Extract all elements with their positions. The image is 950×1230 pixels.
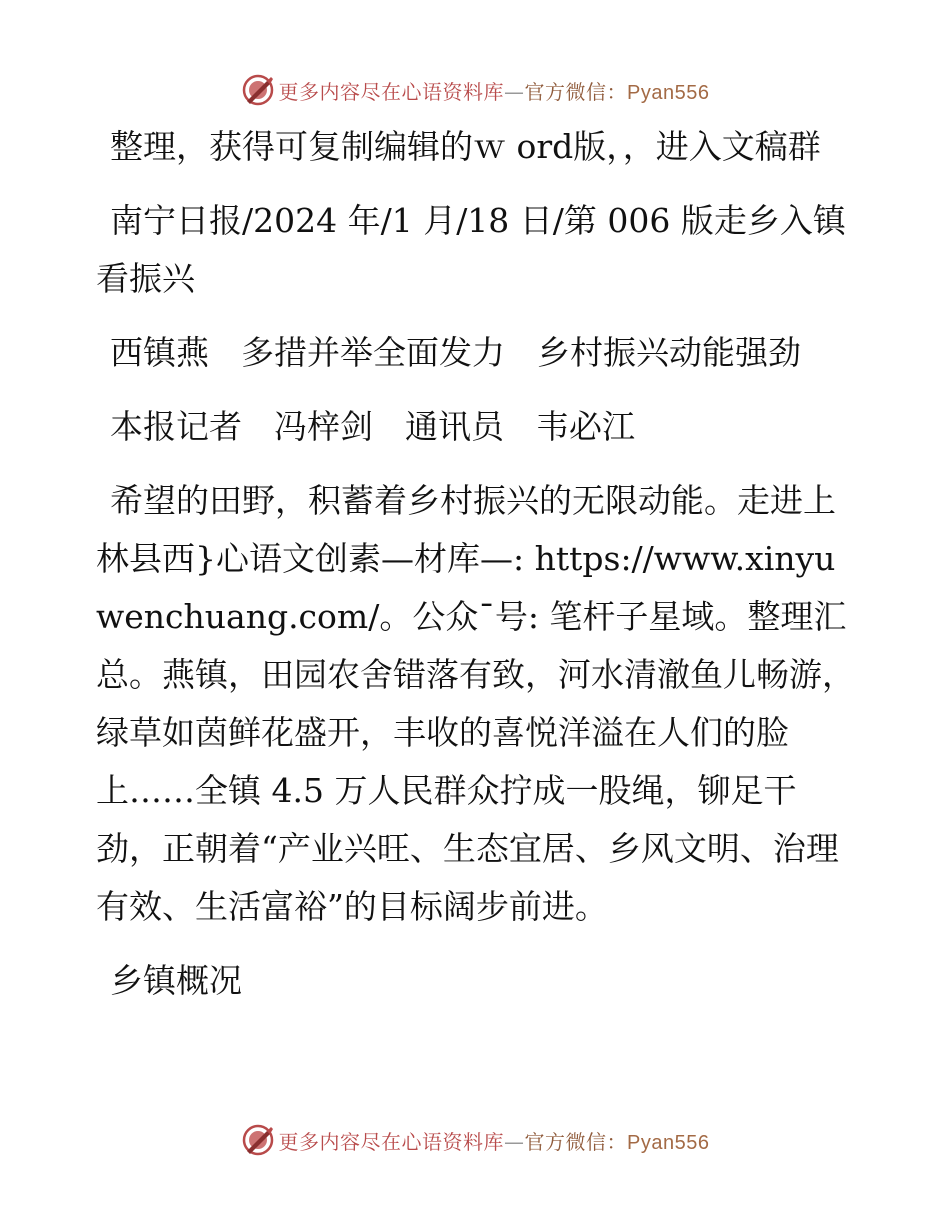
paragraph-text: 乡镇概况: [110, 961, 242, 1000]
wechat-id: Pyan556: [627, 1131, 710, 1154]
paragraph-text: 希望的田野，积蓄着乡村振兴的无限动能。走进上林县西}心语文创素—材库—: https://www.xinyuwenchuang.com/。公众¯号: 笔杆子星域。整理汇总。燕镇，田园农舍错落有致，河水清澈鱼儿畅游，绿草如茵鲜花盛开，丰收的喜悦洋溢在人们的脸上……全镇 4.5 万人民群众拧成一股绳，铆足干劲，正朝着“产业兴旺、生态宜居、乡风文明、治理有效、生活富裕”的目标阔步前进。: [96, 481, 855, 926]
pen-circle-icon: [241, 1123, 275, 1157]
watermark-inner: [241, 1123, 710, 1157]
document-body: [96, 118, 856, 1026]
title-part: 乡村振兴动能强劲: [537, 333, 801, 372]
brand-text: 更多内容尽在心语资料库: [278, 79, 505, 104]
pen-circle-icon: [241, 73, 275, 107]
paragraph-source-line: [96, 192, 856, 308]
header-watermark-banner: [0, 70, 950, 110]
byline-part: 本报记者: [110, 407, 242, 446]
wechat-id: Pyan556: [627, 81, 710, 104]
wechat-label: 官方微信：: [524, 79, 628, 104]
byline-part: 通讯员: [405, 407, 504, 446]
paragraph-intro-note: [96, 118, 856, 176]
watermark-text: [279, 1126, 710, 1155]
brand-text: 更多内容尽在心语资料库: [278, 1129, 505, 1154]
paragraph-text: 整理，获得可复制编辑的ｗ ord版，，进入文稿群: [110, 127, 821, 166]
section-heading: [96, 952, 856, 1010]
byline: [96, 398, 856, 456]
paragraph-text: 南宁日报/2024 年/1 月/18 日/第 006 版走乡入镇看振兴: [96, 201, 846, 298]
byline-part: 韦必江: [536, 407, 635, 446]
title-part: 多措并举全面发力: [241, 333, 505, 372]
watermark-inner: [241, 73, 710, 107]
brand-dash: —: [504, 79, 525, 104]
footer-watermark-banner: [0, 1120, 950, 1160]
byline-part: 冯梓剑: [274, 407, 373, 446]
watermark-text: [279, 76, 710, 105]
title-part: 西镇燕: [110, 333, 209, 372]
paragraph-body: [96, 472, 856, 936]
wechat-label: 官方微信：: [524, 1129, 628, 1154]
article-title: [96, 324, 856, 382]
brand-dash: —: [504, 1129, 525, 1154]
